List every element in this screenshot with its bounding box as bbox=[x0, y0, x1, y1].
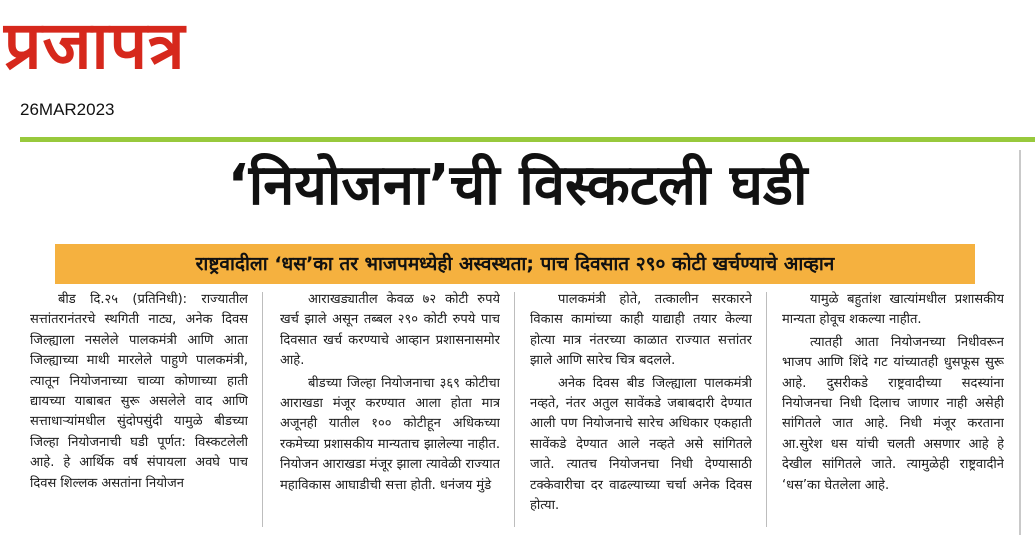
article-column-1 bbox=[30, 290, 248, 530]
masthead-logo: प्रजापत्र bbox=[4, 7, 186, 84]
article-column-2 bbox=[280, 290, 500, 530]
article-column-4 bbox=[782, 290, 1004, 530]
article-headline: ‘नियोजना’ची विस्कटली घडी bbox=[227, 153, 808, 218]
masthead-divider bbox=[20, 137, 1035, 142]
column-paragraph: बीडच्या जिल्हा नियोजनाचा ३६९ कोटीचा आराखडा मंजूर करण्यात आला होता मात्र अजूनही यातील १०० कोटीहून अधिकच्या रकमेच्या प्रशासकीय मान्यताच झालेल्या नाहीत. नियोजन आराखडा मंजूर झाला त्यावेळी राज्यात महाविकास आघाडीची सत्ता होती. धनंजय मुंडे bbox=[280, 375, 500, 493]
column-paragraph: यामुळे बहुतांश खात्यांमधील प्रशासकीय मान्यता होवूच शकल्या नाहीत. bbox=[782, 292, 1004, 328]
article-subheadline: राष्ट्रवादीला ‘धस’का तर भाजपमध्येही अस्वस्थता; पाच दिवसात २९० कोटी खर्चण्याचे आव्हान bbox=[195, 253, 835, 275]
column-paragraph: बीड दि.२५ (प्रतिनिधी): राज्यातील सत्तांतरानंतरचे स्थगिती नाट्य, अनेक दिवस जिल्ह्याला नसलेले पालकमंत्री आणि आता जिल्ह्याच्या माथी मारलेले पाहुणे पालकमंत्री, त्यातून नियोजनाच्या चाव्या कोणाच्या हाती द्यायच्या याबाबत सुरू असलेले वाद आणि सत्ताधाऱ्यांमधील सुंदोपसुंदी यामुळे बीडच्या जिल्हा नियोजनाची घडी पूर्णत: विस्कटलेली आहे. हे आर्थिक वर्ष संपायला अवघे पाच दिवस शिल्लक असतांना नियोजन bbox=[30, 292, 248, 491]
column-separator bbox=[766, 292, 767, 527]
column-paragraph: आराखड्यातील केवळ ७२ कोटी रुपये खर्च झाले असून तब्बल २९० कोटी रुपये पाच दिवसात खर्च करण्याचे आव्हान प्रशासनासमोर आहे. bbox=[280, 292, 500, 369]
article-column-3 bbox=[530, 290, 752, 530]
column-paragraph: अनेक दिवस बीड जिल्ह्याला पालकमंत्री नव्हते, नंतर अतुल सावेंकडे जबाबदारी देण्यात आली पण नियोजनाचे सारेच अधिकार एकहाती सावेंकडे देण्यात आले नव्हते असे सांगितले जाते. त्यातच नियोजनचा निधी देण्यासाठी टक्केवारीचा दर वाढल्याच्या चर्चा अनेक दिवस होत्या. bbox=[530, 375, 752, 514]
column-separator bbox=[262, 292, 263, 527]
column-paragraph: पालकमंत्री होते, तत्कालीन सरकारने विकास कामांच्या काही याद्याही तयार केल्या होत्या मात्र नंतरच्या काळात राज्यात सत्तांतर झाले आणि सारेच चित्र बदलले. bbox=[530, 292, 752, 369]
column-separator bbox=[514, 292, 515, 527]
publication-date: 26MAR2023 bbox=[20, 100, 115, 119]
column-paragraph: त्यातही आता नियोजनच्या निधीवरून भाजप आणि शिंदे गट यांच्यातही धुसफूस सुरू आहे. दुसरीकडे राष्ट्रवादीच्या सदस्यांना नियोजनचा निधी दिलाच जाणार नाही असेही सांगितले जात आहे. निधी मंजूर करताना आ.सुरेश धस यांची चलती असणार आहे हे देखील सांगितले जाते. त्यामुळेही राष्ट्रवादीने ‘धस’का घेतलेला आहे. bbox=[782, 334, 1004, 493]
